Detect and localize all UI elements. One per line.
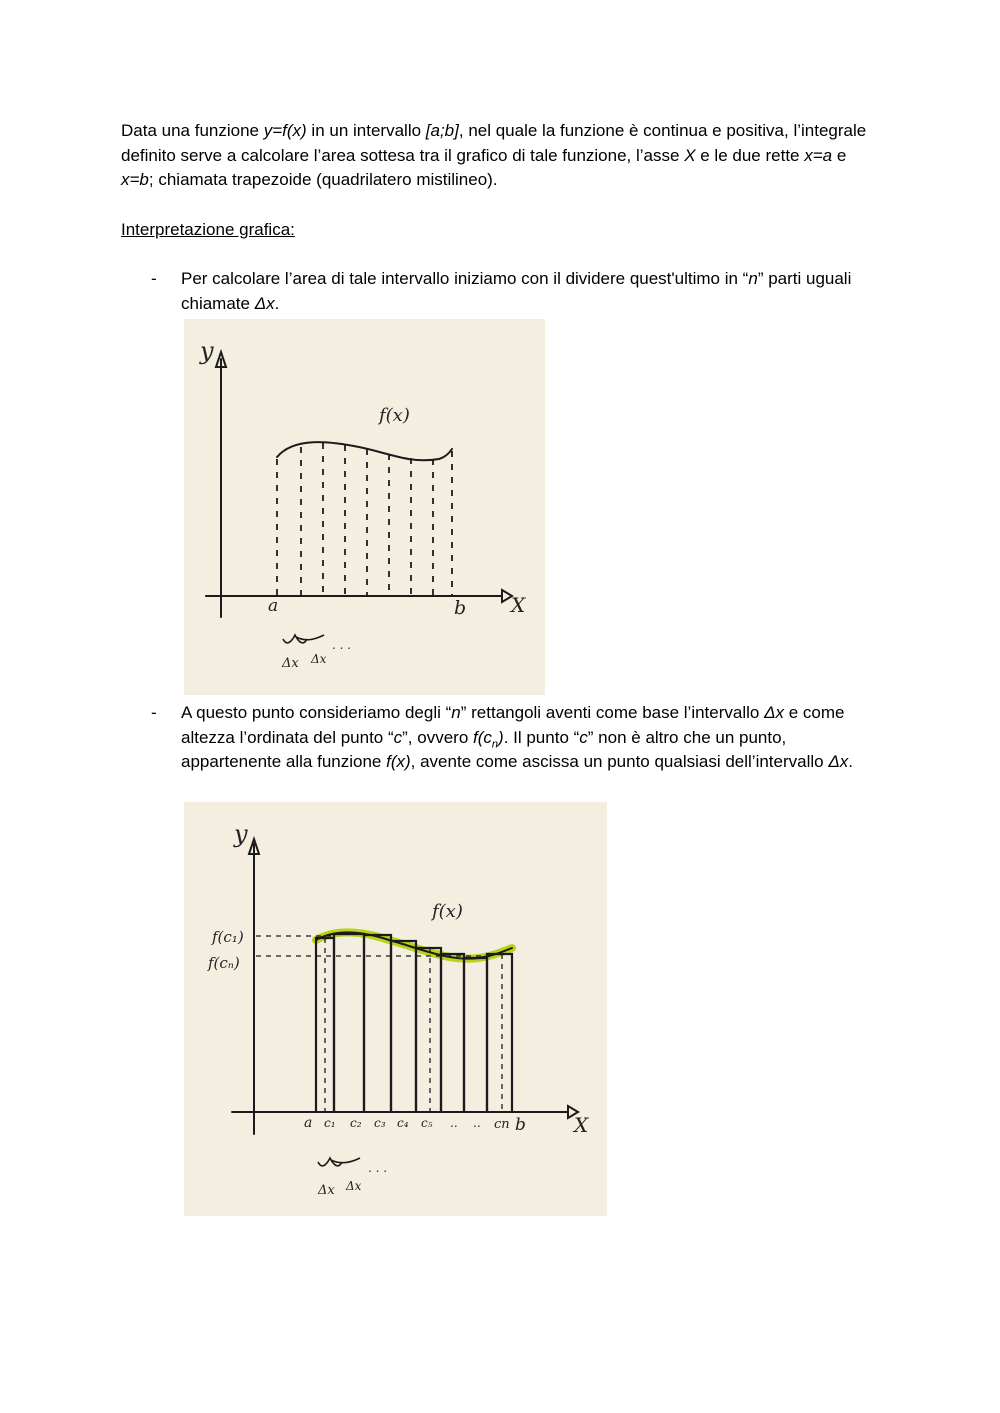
- delta-x-label-1: Δx: [318, 1183, 335, 1198]
- y-axis-label: y: [234, 820, 248, 848]
- gap-dots-1: ..: [450, 1116, 458, 1130]
- bullet-dash: -: [151, 703, 157, 722]
- continuation-dots: . . .: [368, 1161, 388, 1175]
- b-label: b: [454, 597, 467, 619]
- figure-1-handdrawn-graph: [184, 319, 545, 695]
- bullet-item-2: - A questo punto consideriamo degli “n” rettangoli aventi come base l’intervallo Δx e come altezza l’ordinata del punto “c”, ovvero $f(c_n)$. Il punto “c” non è altro che un punto, appartenente alla funzione f(x), avente come ascissa un punto qualsiasi dell’intervallo Δx.: [151, 703, 853, 771]
- y-axis-label: y: [200, 337, 214, 365]
- paper-background: [184, 802, 607, 1216]
- bullet-dash: -: [151, 269, 157, 288]
- c4-label: c₄: [397, 1116, 409, 1130]
- f-cn-label: f(cₙ): [208, 954, 240, 972]
- document-page: [121, 119, 881, 316]
- document-page-lower: [121, 701, 881, 775]
- c2-label: c₂: [350, 1116, 362, 1130]
- c1-label: c₁: [324, 1116, 336, 1130]
- f-c1-label: f(c₁): [212, 928, 244, 946]
- delta-x-label-1: Δx: [282, 656, 299, 671]
- figure-2-handdrawn-rectangles: [184, 802, 607, 1216]
- x-axis-label: X: [574, 1113, 589, 1137]
- a-label: a: [304, 1115, 313, 1131]
- function-label: f(x): [379, 405, 410, 426]
- function-label: f(x): [432, 901, 463, 922]
- bullet-item-1: - Per calcolare l’area di tale intervallo iniziamo con il dividere quest'ultimo in “n” parti uguali chiamate Δx.: [151, 269, 852, 313]
- c3-label: c₃: [374, 1116, 386, 1130]
- intro-paragraph: Data una funzione y=f(x) in un intervallo [a;b], nel quale la funzione è continua e positiva, l’integrale definito serve a calcolare l’area sottesa tra il grafico di tale funzione, l’asse X e le due rette x=a e x=b; chiamata trapezoide (quadrilatero mistilineo).: [121, 121, 867, 189]
- section-heading: Interpretazione grafica:: [121, 219, 295, 239]
- delta-x-label-2: Δx: [311, 652, 327, 666]
- continuation-dots: . . .: [332, 638, 352, 652]
- b-label: b: [515, 1115, 526, 1135]
- c5-label: c₅: [421, 1116, 433, 1130]
- gap-dots-2: ..: [473, 1116, 481, 1130]
- x-axis-label: X: [511, 593, 526, 617]
- cn-label: cn: [494, 1117, 510, 1132]
- delta-x-label-2: Δx: [346, 1179, 362, 1193]
- paper-background: [184, 319, 545, 695]
- a-label: a: [268, 596, 279, 616]
